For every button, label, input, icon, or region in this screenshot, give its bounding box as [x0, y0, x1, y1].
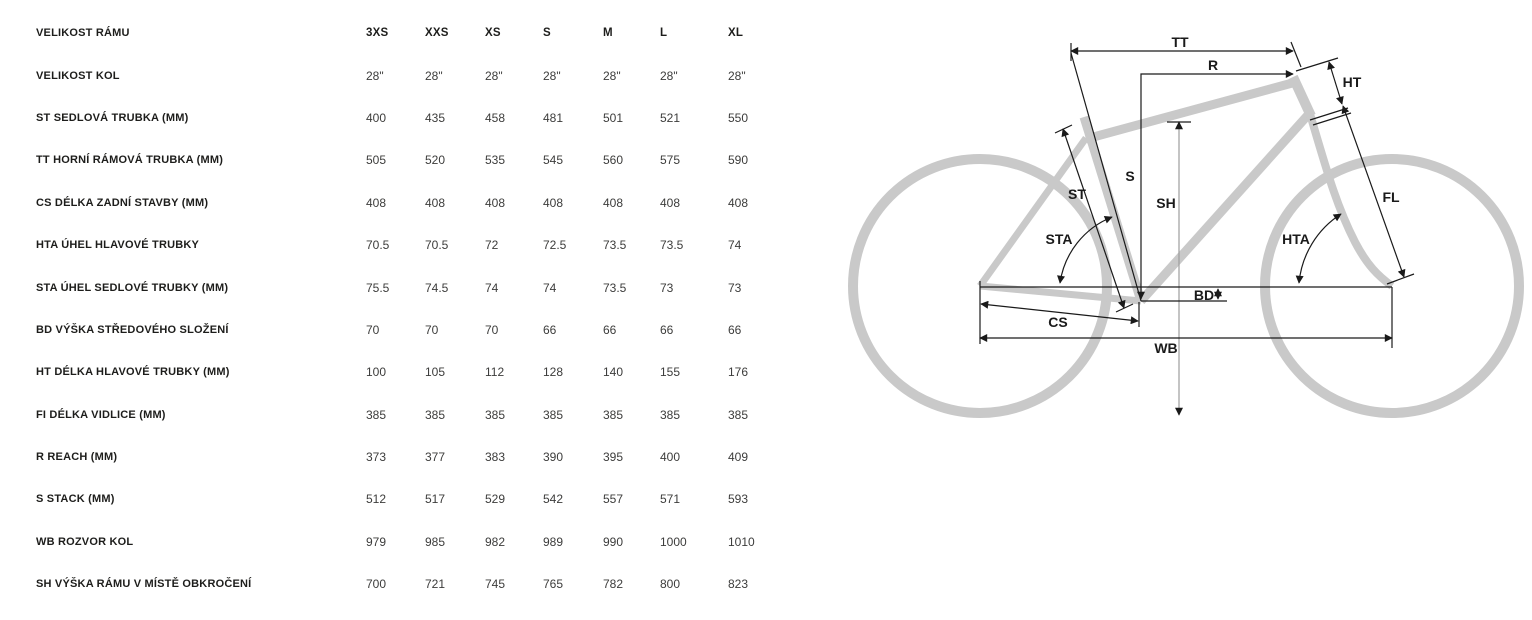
geometry-value: 176: [728, 365, 749, 380]
geometry-value: 385: [543, 407, 564, 422]
geometry-value: 100: [366, 365, 387, 380]
geometry-value: 512: [366, 492, 387, 507]
row-label: WB ROZVOR KOL: [36, 535, 134, 548]
wb-label: WB: [1154, 340, 1178, 356]
ht-hash-mark-1: [1310, 108, 1348, 120]
geometry-value: 28": [485, 68, 503, 83]
bd-label: BD: [1193, 287, 1215, 303]
geometry-value: 28": [543, 68, 561, 83]
geometry-value: 435: [425, 110, 446, 125]
geometry-value: 408: [425, 195, 446, 210]
geometry-value: 395: [603, 450, 624, 465]
geometry-value: 73.5: [603, 238, 627, 253]
geometry-value: 28": [728, 68, 746, 83]
geometry-value: 385: [660, 407, 681, 422]
geometry-value: 571: [660, 492, 681, 507]
geometry-value: 408: [603, 195, 624, 210]
geometry-value: 985: [425, 534, 446, 549]
row-label: ST SEDLOVÁ TRUBKA (MM): [36, 111, 189, 124]
fl-label: FL: [1382, 189, 1400, 205]
geometry-value: 990: [603, 534, 624, 549]
geometry-value: 1010: [728, 534, 755, 549]
geometry-value: 28": [366, 68, 384, 83]
geometry-value: 823: [728, 577, 749, 592]
geometry-value: 70: [366, 322, 380, 337]
geometry-value: 557: [603, 492, 624, 507]
geometry-value: 1000: [660, 534, 687, 549]
cs-label: CS: [1048, 314, 1068, 330]
st-label: ST: [1068, 186, 1086, 202]
size-column-header: XXS: [425, 27, 449, 40]
geometry-value: 66: [728, 322, 742, 337]
row-label: BD VÝŠKA STŘEDOVÉHO SLOŽENÍ: [36, 323, 229, 336]
head-tube: [1293, 77, 1311, 116]
bike-geometry-diagram: [840, 0, 1532, 470]
geometry-value: 70.5: [425, 238, 449, 253]
row-label: R REACH (MM): [36, 451, 118, 464]
geometry-value: 481: [543, 110, 564, 125]
dimension-labels: [1046, 34, 1400, 356]
geometry-value: 408: [728, 195, 749, 210]
geometry-value: 70: [485, 322, 499, 337]
row-label: S STACK (MM): [36, 493, 115, 506]
geometry-value: 458: [485, 110, 506, 125]
top-tube: [1086, 82, 1296, 139]
row-label-frame-size: VELIKOST RÁMU: [36, 27, 130, 40]
tt-label: TT: [1171, 34, 1189, 50]
geometry-value: 560: [603, 153, 624, 168]
geometry-table: [36, 12, 788, 605]
geometry-value: 590: [728, 153, 749, 168]
geometry-value: 105: [425, 365, 446, 380]
row-label: SH VÝŠKA RÁMU V MÍSTĚ OBKROČENÍ: [36, 578, 252, 591]
r-label: R: [1207, 57, 1219, 73]
geometry-value: 782: [603, 577, 624, 592]
geometry-value: 377: [425, 450, 446, 465]
geometry-value: 73: [728, 280, 742, 295]
geometry-value: 979: [366, 534, 387, 549]
geometry-value: 989: [543, 534, 564, 549]
geometry-value: 28": [660, 68, 678, 83]
geometry-value: 128: [543, 365, 564, 380]
geometry-value: 373: [366, 450, 387, 465]
row-label: VELIKOST KOL: [36, 69, 120, 82]
geometry-value: 70.5: [366, 238, 390, 253]
geometry-value: 575: [660, 153, 681, 168]
fl-bottom-tick: [1387, 274, 1414, 284]
geometry-value: 400: [366, 110, 387, 125]
geometry-value: 765: [543, 577, 564, 592]
geometry-value: 66: [660, 322, 674, 337]
geometry-value: 505: [366, 153, 387, 168]
geometry-value: 542: [543, 492, 564, 507]
geometry-value: 409: [728, 450, 749, 465]
geometry-value: 517: [425, 492, 446, 507]
geometry-value: 70: [425, 322, 439, 337]
geometry-value: 408: [366, 195, 387, 210]
hta-label: HTA: [1282, 231, 1310, 247]
geometry-value: 74: [543, 280, 557, 295]
row-label: TT HORNÍ RÁMOVÁ TRUBKA (MM): [36, 154, 224, 167]
geometry-value: 112: [485, 365, 505, 380]
geometry-value: 66: [543, 322, 557, 337]
ht-label: HT: [1342, 74, 1362, 90]
geometry-value: 75.5: [366, 280, 390, 295]
geometry-value: 408: [485, 195, 506, 210]
sta-label: STA: [1045, 231, 1073, 247]
geometry-value: 408: [543, 195, 564, 210]
sh-label: SH: [1156, 195, 1176, 211]
geometry-value: 521: [660, 110, 681, 125]
geometry-value: 385: [425, 407, 446, 422]
geometry-value: 700: [366, 577, 387, 592]
row-label: HTA ÚHEL HLAVOVÉ TRUBKY: [36, 239, 200, 252]
size-column-header: 3XS: [366, 27, 389, 40]
geometry-value: 721: [425, 577, 446, 592]
geometry-value: 745: [485, 577, 506, 592]
geometry-value: 28": [603, 68, 621, 83]
geometry-value: 385: [366, 407, 387, 422]
geometry-value: 73: [660, 280, 674, 295]
row-label: CS DÉLKA ZADNÍ STAVBY (MM): [36, 196, 209, 209]
geometry-value: 550: [728, 110, 749, 125]
geometry-value: 72.5: [543, 238, 567, 253]
size-column-header: L: [660, 27, 668, 40]
geometry-value: 74.5: [425, 280, 449, 295]
geometry-value: 383: [485, 450, 506, 465]
size-column-header: XL: [728, 27, 744, 40]
geometry-value: 66: [603, 322, 617, 337]
geometry-value: 545: [543, 153, 564, 168]
row-label: HT DÉLKA HLAVOVÉ TRUBKY (MM): [36, 366, 230, 379]
ht-dimension-line: [1329, 62, 1342, 104]
geometry-value: 535: [485, 153, 506, 168]
geometry-value: 800: [660, 577, 681, 592]
hta-angle-arc: [1299, 214, 1341, 283]
geometry-value: 28": [425, 68, 443, 83]
geometry-value: 385: [603, 407, 624, 422]
bike-frame: [853, 77, 1519, 413]
st-bottom-tick: [1116, 304, 1133, 312]
geometry-value: 73.5: [660, 238, 684, 253]
geometry-value: 593: [728, 492, 749, 507]
geometry-value: 74: [728, 238, 742, 253]
geometry-value: 73.5: [603, 280, 627, 295]
geometry-value: 529: [485, 492, 506, 507]
geometry-value: 390: [543, 450, 564, 465]
geometry-value: 520: [425, 153, 446, 168]
geometry-value: 74: [485, 280, 499, 295]
row-label: STA ÚHEL SEDLOVÉ TRUBKY (MM): [36, 281, 229, 294]
geometry-value: 982: [485, 534, 506, 549]
geometry-value: 385: [485, 407, 506, 422]
geometry-value: 385: [728, 407, 749, 422]
geometry-value: 400: [660, 450, 681, 465]
size-column-header: XS: [485, 27, 501, 40]
size-column-header: M: [603, 27, 613, 40]
geometry-value: 72: [485, 238, 499, 253]
geometry-value: 140: [603, 365, 624, 380]
row-label: FI DÉLKA VIDLICE (MM): [36, 408, 166, 421]
s-label: S: [1125, 168, 1135, 184]
fork: [1310, 114, 1392, 286]
geometry-value: 155: [660, 365, 681, 380]
geometry-value: 408: [660, 195, 681, 210]
ht-hash-mark-2: [1313, 113, 1351, 125]
tt-right-tick: [1291, 42, 1301, 67]
size-column-header: S: [543, 27, 551, 40]
geometry-value: 501: [603, 110, 624, 125]
